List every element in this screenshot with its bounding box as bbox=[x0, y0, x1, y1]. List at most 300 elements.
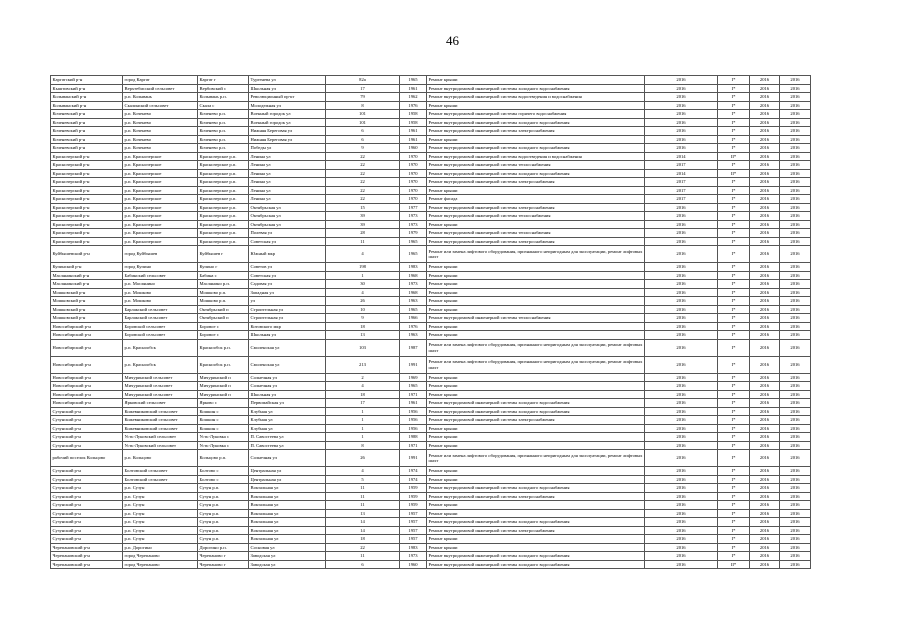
table-cell: 5 bbox=[326, 475, 400, 484]
table-cell: 2016 bbox=[645, 518, 718, 527]
table-cell: ул bbox=[249, 297, 326, 306]
table-cell: Ремонт или замена лифтового оборудования, признанного непригодным для эксплуатации, ремонт лифтовых шахт bbox=[427, 450, 645, 467]
table-cell: Кожевниковский сельсовет bbox=[123, 407, 198, 416]
table-cell: I* bbox=[718, 552, 750, 561]
table-cell: 2016 bbox=[780, 560, 811, 569]
table-row bbox=[51, 152, 866, 161]
table-cell: Новосибирский р-н bbox=[51, 399, 123, 408]
table-cell: 2016 bbox=[750, 288, 780, 297]
table-cell: 2016 bbox=[750, 229, 780, 238]
table-cell: 2016 bbox=[750, 169, 780, 178]
table-cell: I* bbox=[718, 101, 750, 110]
table-cell: 2016 bbox=[750, 390, 780, 399]
table-cell: р.п. Краснозерское bbox=[123, 178, 198, 187]
table-row bbox=[51, 144, 866, 153]
table-cell: 1983 bbox=[400, 263, 427, 272]
table-cell: Коченево р.п. bbox=[198, 144, 249, 153]
table-cell: 22 bbox=[326, 152, 400, 161]
table-cell: 2016 bbox=[750, 135, 780, 144]
table-cell: Ремонт крыши bbox=[427, 101, 645, 110]
table-cell: р.п. Сузун bbox=[123, 484, 198, 493]
table-cell: Ремонт внутридомовой инженерной системы теплоснабжения bbox=[427, 161, 645, 170]
table-cell: 2016 bbox=[780, 161, 811, 170]
table-cell: 2016 bbox=[645, 339, 718, 356]
table-cell: Ремонт крыши bbox=[427, 271, 645, 280]
table-cell: 1970 bbox=[400, 161, 427, 170]
table-cell: Заводская ул bbox=[249, 560, 326, 569]
table-cell: I* bbox=[718, 186, 750, 195]
table-cell: I* bbox=[718, 161, 750, 170]
table-cell: 1961 bbox=[400, 127, 427, 136]
table-cell: 2016 bbox=[750, 535, 780, 544]
table-row bbox=[51, 297, 866, 306]
table-cell: Новосибирский р-н bbox=[51, 356, 123, 373]
table-cell: 30 bbox=[326, 280, 400, 289]
table-cell: Бабина с bbox=[198, 271, 249, 280]
table-cell: Новосибирский р-н bbox=[51, 373, 123, 382]
table-cell: 2016 bbox=[645, 322, 718, 331]
table-cell: Коченево р.п. bbox=[198, 110, 249, 119]
table-cell: Ремонт крыши bbox=[427, 297, 645, 306]
table-cell: I* bbox=[718, 314, 750, 323]
table-cell: 4 bbox=[326, 246, 400, 263]
table-cell: Бабинский сельсовет bbox=[123, 271, 198, 280]
table-cell: I* bbox=[718, 416, 750, 425]
table-cell: 2016 bbox=[645, 407, 718, 416]
table-cell: Мичуринский сельсовет bbox=[123, 390, 198, 399]
table-cell: Строительная ул bbox=[249, 314, 326, 323]
table-row bbox=[51, 467, 866, 476]
table-cell: 1970 bbox=[400, 186, 427, 195]
table-cell: 2016 bbox=[750, 526, 780, 535]
table-cell: Мичуринский сельсовет bbox=[123, 373, 198, 382]
table-cell: Коченево р.п. bbox=[198, 135, 249, 144]
table-cell: 2016 bbox=[750, 152, 780, 161]
table-cell: 101 bbox=[326, 110, 400, 119]
table-cell: 22 bbox=[326, 195, 400, 204]
table-cell: Краснозерское р.п. bbox=[198, 169, 249, 178]
table-cell: 2016 bbox=[750, 467, 780, 476]
table-row bbox=[51, 399, 866, 408]
table-cell: 2016 bbox=[645, 288, 718, 297]
table-cell: 1960 bbox=[400, 560, 427, 569]
table-cell: I* bbox=[718, 433, 750, 442]
table-row bbox=[51, 509, 866, 518]
table-cell: I* bbox=[718, 492, 750, 501]
table-cell: Октябрьская ул bbox=[249, 220, 326, 229]
table-cell: Новосибирский р-н bbox=[51, 382, 123, 391]
table-cell: 2016 bbox=[645, 382, 718, 391]
table-cell: 2016 bbox=[780, 178, 811, 187]
table-cell: Кошкин с bbox=[198, 407, 249, 416]
table-cell: 2016 bbox=[750, 93, 780, 102]
table-cell: Нижняя Береговая ул bbox=[249, 127, 326, 136]
table-cell: I* bbox=[718, 399, 750, 408]
table-cell: 2016 bbox=[780, 373, 811, 382]
table-cell: 2016 bbox=[780, 101, 811, 110]
table-cell: р.п. Сузун bbox=[123, 518, 198, 527]
table-cell: Кожевниковский сельсовет bbox=[123, 424, 198, 433]
table-cell: П. Савостеева ул bbox=[249, 441, 326, 450]
table-cell: Боровской сельсовет bbox=[123, 331, 198, 340]
table-cell: I* bbox=[718, 373, 750, 382]
table-cell: I* bbox=[718, 229, 750, 238]
table-cell: 2016 bbox=[750, 271, 780, 280]
table-cell: Вокзальная ул bbox=[249, 535, 326, 544]
table-cell: Клубная ул bbox=[249, 424, 326, 433]
table-cell: Кожевниковский сельсовет bbox=[123, 416, 198, 425]
table-cell: 2016 bbox=[645, 305, 718, 314]
table-row bbox=[51, 518, 866, 527]
table-cell: Мичуринский сельсовет bbox=[123, 382, 198, 391]
table-row bbox=[51, 373, 866, 382]
table-cell: I* bbox=[718, 518, 750, 527]
table-cell: 1959 bbox=[400, 492, 427, 501]
table-cell: 2016 bbox=[780, 229, 811, 238]
table-cell: Краснозерский р-н bbox=[51, 178, 123, 187]
table-cell: 1974 bbox=[400, 475, 427, 484]
table-cell: 2016 bbox=[780, 314, 811, 323]
table-cell: 1973 bbox=[400, 220, 427, 229]
table-cell: 1973 bbox=[400, 552, 427, 561]
table-cell: 2016 bbox=[780, 237, 811, 246]
table-cell: р.п. Маслянино bbox=[123, 280, 198, 289]
table-cell: 2016 bbox=[780, 322, 811, 331]
table-cell: Ремонт крыши bbox=[427, 288, 645, 297]
table-cell: 2016 bbox=[780, 526, 811, 535]
table-cell: р.п. Краснозерское bbox=[123, 186, 198, 195]
table-cell: Мошковский р-н bbox=[51, 305, 123, 314]
table-cell: 1957 bbox=[400, 509, 427, 518]
table-cell: р.п. Коченево bbox=[123, 118, 198, 127]
table-cell: Краснозерское р.п. bbox=[198, 161, 249, 170]
table-cell: Сузун р.п. bbox=[198, 492, 249, 501]
table-cell: Ремонт внутридомовой инженерной системы холодного водоснабжения bbox=[427, 518, 645, 527]
table-cell: Сузунский р-н bbox=[51, 484, 123, 493]
table-cell: Краснообск р.п. bbox=[198, 339, 249, 356]
table-cell: Куйбышевский р-н bbox=[51, 246, 123, 263]
table-row bbox=[51, 135, 866, 144]
table-cell: 2016 bbox=[645, 467, 718, 476]
table-row bbox=[51, 552, 866, 561]
table-cell: Сузун р.п. bbox=[198, 501, 249, 510]
table-cell: 2016 bbox=[645, 441, 718, 450]
table-cell: 2016 bbox=[750, 280, 780, 289]
table-cell: 2016 bbox=[750, 84, 780, 93]
table-cell: Коченево р.п. bbox=[198, 127, 249, 136]
table-cell: Вокзальная ул bbox=[249, 492, 326, 501]
table-cell: 26 bbox=[326, 297, 400, 306]
table-cell: 2016 bbox=[780, 288, 811, 297]
table-cell: Коченево р.п. bbox=[198, 118, 249, 127]
table-cell: I* bbox=[718, 535, 750, 544]
table-cell: 1 bbox=[326, 424, 400, 433]
table-cell: Болтовский сельсовет bbox=[123, 475, 198, 484]
table-cell: 2016 bbox=[645, 373, 718, 382]
table-cell: р.п. Краснозерское bbox=[123, 212, 198, 221]
table-cell: Ремонт внутридомовой инженерной системы электроснабжения bbox=[427, 127, 645, 136]
table-cell: 1962 bbox=[400, 93, 427, 102]
table-row bbox=[51, 305, 866, 314]
table-row bbox=[51, 560, 866, 569]
table-cell: 2016 bbox=[750, 144, 780, 153]
table-cell: Ремонт внутридомовой инженерной системы водоотведения и водоснабжения bbox=[427, 93, 645, 102]
table-cell: Краснозерский р-н bbox=[51, 161, 123, 170]
table-cell: 2016 bbox=[780, 475, 811, 484]
page-number: 46 bbox=[446, 33, 459, 48]
table-cell: I* bbox=[718, 390, 750, 399]
table-cell: Маслянино р.п. bbox=[198, 280, 249, 289]
table-cell: Смоленская ул bbox=[249, 356, 326, 373]
table-cell: 1969 bbox=[400, 373, 427, 382]
table-cell: 2016 bbox=[645, 424, 718, 433]
table-cell: Ремонт внутридомовой инженерной системы электроснабжения bbox=[427, 416, 645, 425]
table-cell: Сузунский р-н bbox=[51, 518, 123, 527]
table-cell: 2016 bbox=[780, 271, 811, 280]
table-cell: 13 bbox=[326, 509, 400, 518]
table-cell: 79 bbox=[326, 93, 400, 102]
capital-repair-table bbox=[50, 75, 866, 569]
table-cell: 1956 bbox=[400, 407, 427, 416]
table-cell: 1956 bbox=[400, 416, 427, 425]
table-row bbox=[51, 339, 866, 356]
table-cell: 2016 bbox=[750, 195, 780, 204]
table-cell: 1968 bbox=[400, 288, 427, 297]
table-cell: Советская ул bbox=[249, 271, 326, 280]
table-cell: I* bbox=[718, 212, 750, 221]
table-cell: 2016 bbox=[780, 220, 811, 229]
table-cell: 2016 bbox=[750, 339, 780, 356]
table-cell: 1973 bbox=[400, 280, 427, 289]
table-cell: р.п. Сузун bbox=[123, 509, 198, 518]
table-cell: 22 bbox=[326, 186, 400, 195]
table-cell: 1959 bbox=[400, 501, 427, 510]
table-cell: Сузун р.п. bbox=[198, 518, 249, 527]
table-cell: Советов ул bbox=[249, 263, 326, 272]
table-cell: Нижняя Береговая ул bbox=[249, 135, 326, 144]
table-cell: 2017 bbox=[645, 195, 718, 204]
table-cell: 2016 bbox=[645, 110, 718, 119]
table-cell: П. Савостеева ул bbox=[249, 433, 326, 442]
table-cell: р.п. Сузун bbox=[123, 535, 198, 544]
table-cell: I* bbox=[718, 382, 750, 391]
table-row bbox=[51, 433, 866, 442]
table-cell: Краснозерское р.п. bbox=[198, 229, 249, 238]
table-cell: 8 bbox=[326, 101, 400, 110]
table-cell: I* bbox=[718, 339, 750, 356]
table-cell: 2016 bbox=[780, 118, 811, 127]
table-cell: I* bbox=[718, 135, 750, 144]
table-cell: Каргат г bbox=[198, 76, 249, 85]
table-cell: 1961 bbox=[400, 399, 427, 408]
table-cell: Кошкин с bbox=[198, 416, 249, 425]
table-cell: Садовая ул bbox=[249, 280, 326, 289]
table-cell: Советская ул bbox=[249, 237, 326, 246]
table-cell: 2016 bbox=[780, 84, 811, 93]
table-cell: 2016 bbox=[750, 484, 780, 493]
table-cell: I* bbox=[718, 297, 750, 306]
table-cell: 2017 bbox=[645, 186, 718, 195]
table-cell: Ремонт внутридомовой инженерной системы холодного водоснабжения bbox=[427, 484, 645, 493]
table-cell: Первомайская ул bbox=[249, 399, 326, 408]
table-cell: 11 bbox=[326, 552, 400, 561]
table-row bbox=[51, 76, 866, 85]
table-cell: 2016 bbox=[750, 237, 780, 246]
table-cell: Краснозерское р.п. bbox=[198, 220, 249, 229]
table-cell: 2016 bbox=[750, 416, 780, 425]
table-cell: Ремонт внутридомовой инженерной системы холодного водоснабжения bbox=[427, 169, 645, 178]
table-cell: 2016 bbox=[645, 280, 718, 289]
table-cell: 22 bbox=[326, 178, 400, 187]
table-cell: 2016 bbox=[780, 246, 811, 263]
table-cell: р.п. Краснозерское bbox=[123, 152, 198, 161]
table-cell: 2016 bbox=[750, 186, 780, 195]
table-cell: рабочий поселок Кольцово bbox=[51, 450, 123, 467]
table-cell: р.п. Мошково bbox=[123, 297, 198, 306]
table-cell: Ремонт крыши bbox=[427, 373, 645, 382]
table-cell: 2016 bbox=[645, 144, 718, 153]
table-cell: Центральная ул bbox=[249, 475, 326, 484]
table-cell: Колывань р.п. bbox=[198, 93, 249, 102]
table-cell: Вокзальная ул bbox=[249, 526, 326, 535]
table-cell: Ремонт внутридомовой инженерной системы горячего водоснабжения bbox=[427, 110, 645, 119]
table-cell: 2016 bbox=[645, 212, 718, 221]
table-cell: Ремонт крыши bbox=[427, 501, 645, 510]
table-cell: Заводская ул bbox=[249, 552, 326, 561]
table-cell: 2016 bbox=[750, 314, 780, 323]
table-cell: Сузунский р-н bbox=[51, 535, 123, 544]
table-cell: 2016 bbox=[750, 203, 780, 212]
table-cell: Ремонт внутридомовой инженерной системы теплоснабжения bbox=[427, 314, 645, 323]
table-cell: 2016 bbox=[645, 93, 718, 102]
table-cell: Краснозерский р-н bbox=[51, 169, 123, 178]
table-cell: I* bbox=[718, 288, 750, 297]
table-cell: 2016 bbox=[750, 509, 780, 518]
table-cell: р.п. Сузун bbox=[123, 526, 198, 535]
table-cell: 28 bbox=[326, 229, 400, 238]
table-cell: 2016 bbox=[780, 212, 811, 221]
table-row bbox=[51, 237, 866, 246]
table-cell: 4 bbox=[326, 288, 400, 297]
table-cell: Краснозерский р-н bbox=[51, 229, 123, 238]
table-row bbox=[51, 543, 866, 552]
table-cell: I* bbox=[718, 246, 750, 263]
table-cell: 2016 bbox=[645, 475, 718, 484]
table-cell: Октябрьский п bbox=[198, 305, 249, 314]
table-row bbox=[51, 178, 866, 187]
table-cell: 2016 bbox=[780, 203, 811, 212]
table-cell: 2016 bbox=[750, 331, 780, 340]
table-cell: Молодежная ул bbox=[249, 101, 326, 110]
table-row bbox=[51, 382, 866, 391]
table-cell: 2016 bbox=[780, 263, 811, 272]
table-cell: 2016 bbox=[645, 501, 718, 510]
table-cell: I* bbox=[718, 84, 750, 93]
table-cell: I* bbox=[718, 280, 750, 289]
table-cell: Западная ул bbox=[249, 288, 326, 297]
table-cell: Скалинский сельсовет bbox=[123, 101, 198, 110]
table-cell: Клубная ул bbox=[249, 407, 326, 416]
table-cell: 2016 bbox=[750, 382, 780, 391]
table-cell: 2016 bbox=[750, 76, 780, 85]
table-cell: 2016 bbox=[780, 416, 811, 425]
table-cell: 1968 bbox=[400, 271, 427, 280]
table-cell: Военный городок ул bbox=[249, 110, 326, 119]
table-cell: Новосибирский р-н bbox=[51, 339, 123, 356]
table-cell: Октябрьский п bbox=[198, 314, 249, 323]
table-cell: 1976 bbox=[400, 322, 427, 331]
table-cell: Сузунский р-н bbox=[51, 416, 123, 425]
table-cell: Мичуринский п bbox=[198, 373, 249, 382]
table-cell: р.п. Краснозерское bbox=[123, 237, 198, 246]
table-cell: I* bbox=[718, 356, 750, 373]
table-cell: 11 bbox=[326, 492, 400, 501]
table-row bbox=[51, 475, 866, 484]
table-cell: 4 bbox=[326, 467, 400, 476]
table-cell: 1971 bbox=[400, 390, 427, 399]
table-row bbox=[51, 186, 866, 195]
table-cell: I* bbox=[718, 484, 750, 493]
table-cell: Сосновая ул bbox=[249, 543, 326, 552]
table-cell: Солнечная ул bbox=[249, 382, 326, 391]
table-cell: 2016 bbox=[645, 450, 718, 467]
table-cell: 1963 bbox=[400, 331, 427, 340]
table-cell: Ремонт внутридомовой инженерной системы холодного водоснабжения bbox=[427, 84, 645, 93]
table-cell: 2016 bbox=[750, 322, 780, 331]
table-cell: 1965 bbox=[400, 76, 427, 85]
table-cell: 2016 bbox=[750, 424, 780, 433]
table-cell: город Каргат bbox=[123, 76, 198, 85]
table-cell: 2016 bbox=[780, 501, 811, 510]
table-row bbox=[51, 322, 866, 331]
table-cell: 2016 bbox=[750, 178, 780, 187]
table-cell: Черепановский р-н bbox=[51, 552, 123, 561]
table-cell: I* bbox=[718, 118, 750, 127]
table-cell: 17 bbox=[326, 399, 400, 408]
table-cell: 2016 bbox=[750, 305, 780, 314]
table-cell: 1970 bbox=[400, 195, 427, 204]
table-cell: Ремонт крыши bbox=[427, 305, 645, 314]
table-cell: город Купино bbox=[123, 263, 198, 272]
table-cell: Ремонт фасада bbox=[427, 195, 645, 204]
table-cell: Новосибирский р-н bbox=[51, 390, 123, 399]
table-cell: Коченевский р-н bbox=[51, 135, 123, 144]
table-cell: Краснозерское р.п. bbox=[198, 203, 249, 212]
table-cell: 2016 bbox=[750, 356, 780, 373]
table-cell: Ремонт внутридомовой инженерной системы электроснабжения bbox=[427, 203, 645, 212]
table-row bbox=[51, 220, 866, 229]
table-row bbox=[51, 407, 866, 416]
table-cell: Котовского мкр bbox=[249, 322, 326, 331]
table-cell: Краснообск р.п. bbox=[198, 356, 249, 373]
table-row bbox=[51, 84, 866, 93]
table-cell: 2 bbox=[326, 373, 400, 382]
table-cell: 1979 bbox=[400, 229, 427, 238]
table-row bbox=[51, 195, 866, 204]
table-cell: 1970 bbox=[400, 178, 427, 187]
table-cell: 1974 bbox=[400, 467, 427, 476]
table-cell: 2016 bbox=[645, 118, 718, 127]
table-cell: Ремонт внутридомовой инженерной системы теплоснабжения bbox=[427, 212, 645, 221]
table-cell: 2016 bbox=[750, 161, 780, 170]
table-cell: I* bbox=[718, 93, 750, 102]
table-cell: Сузун р.п. bbox=[198, 535, 249, 544]
table-cell: город Куйбышев bbox=[123, 246, 198, 263]
table-cell: Коченевский р-н bbox=[51, 118, 123, 127]
table-cell: 2016 bbox=[780, 407, 811, 416]
table-cell: Мошковский р-н bbox=[51, 297, 123, 306]
table-row bbox=[51, 501, 866, 510]
